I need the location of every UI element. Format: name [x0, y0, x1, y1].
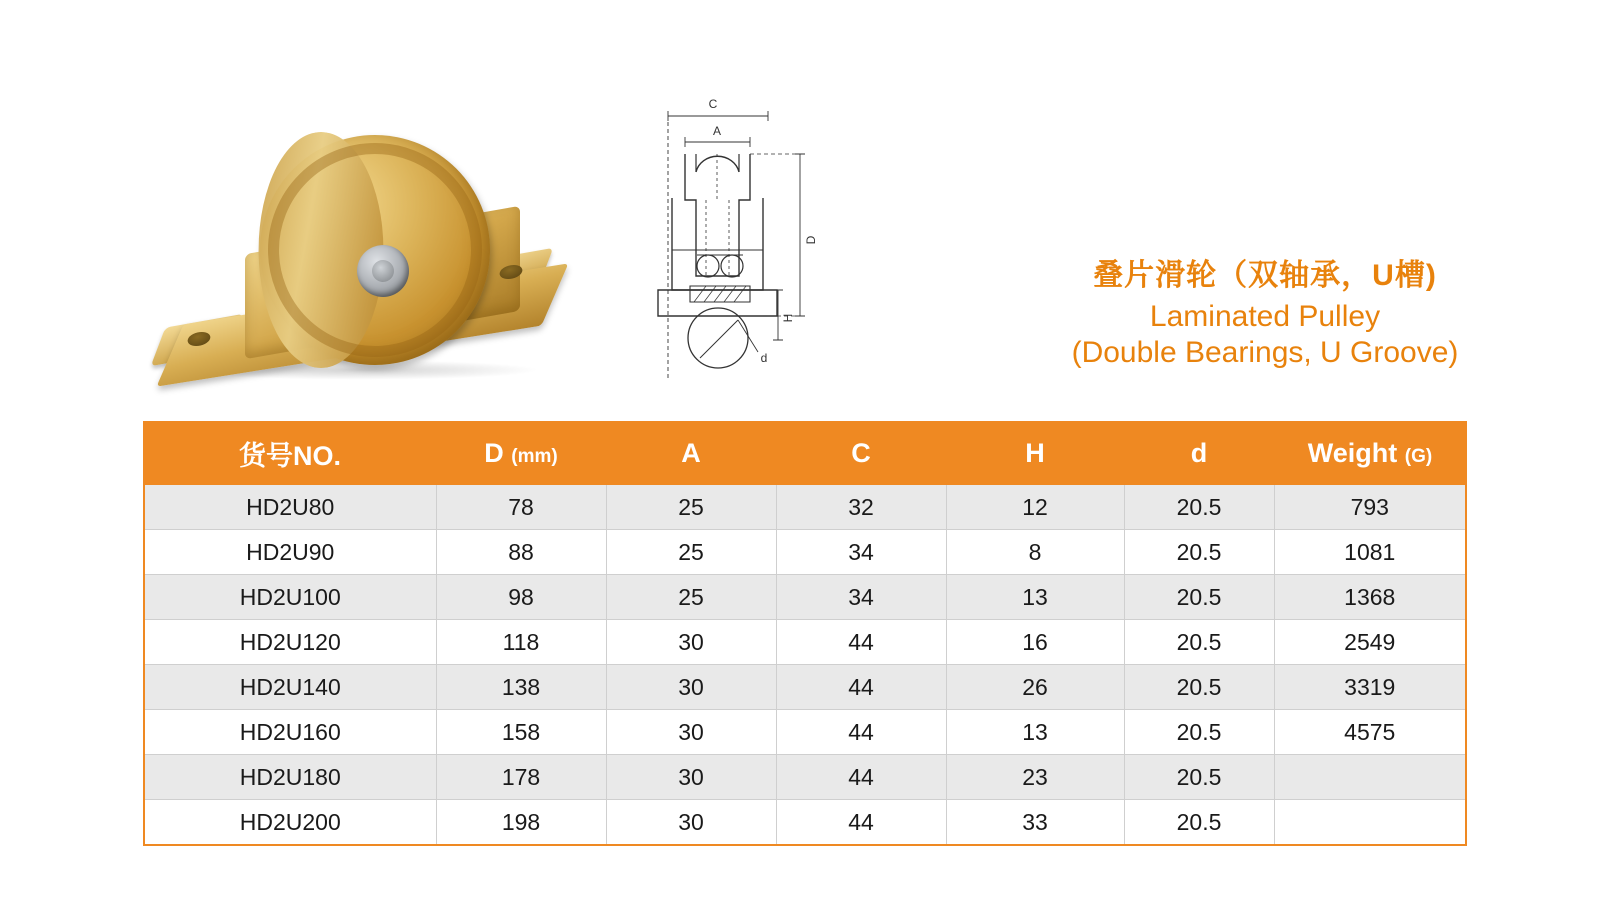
cell-h: 23	[946, 755, 1124, 800]
product-title-chinese: 叠片滑轮（双轴承，U槽)	[1093, 259, 1437, 292]
cell-c: 34	[776, 530, 946, 575]
cell-weight: 2549	[1274, 620, 1466, 665]
cell-no: HD2U160	[144, 710, 436, 755]
cell-c: 44	[776, 620, 946, 665]
cell-weight	[1274, 800, 1466, 846]
cell-weight	[1274, 755, 1466, 800]
cell-c: 32	[776, 484, 946, 530]
technical-drawing	[650, 90, 870, 390]
cell-c: 44	[776, 710, 946, 755]
specification-table	[143, 421, 1467, 846]
cell-d: 78	[436, 484, 606, 530]
cell-no: HD2U120	[144, 620, 436, 665]
cell-no: HD2U80	[144, 484, 436, 530]
cell-d: 88	[436, 530, 606, 575]
drawing-label-d-major: D	[804, 235, 818, 245]
cell-a: 30	[606, 800, 776, 846]
drawing-label-c: C	[708, 97, 718, 111]
cell-c: 44	[776, 755, 946, 800]
cell-h: 13	[946, 575, 1124, 620]
cell-no: HD2U200	[144, 800, 436, 846]
cell-c: 34	[776, 575, 946, 620]
table-row	[144, 620, 1466, 665]
cell-c: 44	[776, 800, 946, 846]
column-header-no-label: 货号NO.	[238, 440, 341, 471]
column-header-c-label: C	[851, 437, 871, 468]
cell-a: 25	[606, 575, 776, 620]
cell-no: HD2U100	[144, 575, 436, 620]
cell-weight: 3319	[1274, 665, 1466, 710]
column-header-d-unit: (mm)	[511, 445, 558, 467]
product-title-english-line2: (Double Bearings, U Groove)	[1071, 336, 1459, 369]
cell-no: HD2U90	[144, 530, 436, 575]
cell-h: 8	[946, 530, 1124, 575]
cell-a: 25	[606, 484, 776, 530]
cell-d-small: 20.5	[1124, 755, 1274, 800]
table-row	[144, 755, 1466, 800]
cell-d: 138	[436, 665, 606, 710]
cell-d-small: 20.5	[1124, 575, 1274, 620]
technical-drawing-svg	[650, 90, 870, 390]
cell-weight: 793	[1274, 484, 1466, 530]
cell-d: 98	[436, 575, 606, 620]
column-header-a-label: A	[681, 437, 701, 468]
drawing-label-h: H	[781, 313, 795, 323]
cell-a: 30	[606, 665, 776, 710]
column-header-h-label: H	[1025, 437, 1045, 468]
cell-a: 30	[606, 710, 776, 755]
cell-d: 178	[436, 755, 606, 800]
column-header-h	[946, 422, 1124, 484]
product-photo	[150, 60, 580, 390]
cell-weight: 4575	[1274, 710, 1466, 755]
table-header-row	[144, 422, 1466, 484]
cell-d-small: 20.5	[1124, 710, 1274, 755]
cell-weight: 1368	[1274, 575, 1466, 620]
column-header-no	[144, 422, 436, 484]
drawing-label-a: A	[712, 124, 722, 138]
cell-d: 198	[436, 800, 606, 846]
cell-no: HD2U140	[144, 665, 436, 710]
cell-d-small: 20.5	[1124, 665, 1274, 710]
cell-h: 26	[946, 665, 1124, 710]
column-header-a	[606, 422, 776, 484]
cell-h: 12	[946, 484, 1124, 530]
pulley-axle	[372, 260, 394, 282]
cell-d: 118	[436, 620, 606, 665]
column-header-d-small-label: d	[1190, 437, 1208, 468]
cell-h: 16	[946, 620, 1124, 665]
cell-d-small: 20.5	[1124, 800, 1274, 846]
cell-d-small: 20.5	[1124, 484, 1274, 530]
table-row	[144, 484, 1466, 530]
column-header-d	[436, 422, 606, 484]
table-body	[144, 484, 1466, 845]
cell-h: 13	[946, 710, 1124, 755]
column-header-weight-label: Weight	[1307, 437, 1398, 468]
table-row	[144, 665, 1466, 710]
cell-d: 158	[436, 710, 606, 755]
cell-a: 25	[606, 530, 776, 575]
cell-d-small: 20.5	[1124, 530, 1274, 575]
cell-no: HD2U180	[144, 755, 436, 800]
cell-a: 30	[606, 620, 776, 665]
table-row	[144, 710, 1466, 755]
table-row	[144, 530, 1466, 575]
column-header-d-label: D	[484, 437, 504, 468]
column-header-d-small	[1124, 422, 1274, 484]
cell-c: 44	[776, 665, 946, 710]
column-header-c	[776, 422, 946, 484]
cell-a: 30	[606, 755, 776, 800]
table-row	[144, 800, 1466, 846]
table-row	[144, 575, 1466, 620]
column-header-weight	[1274, 422, 1466, 484]
column-header-weight-unit: (G)	[1404, 445, 1433, 467]
title-block	[1030, 250, 1500, 370]
product-title-english-line1: Laminated Pulley	[1149, 300, 1381, 333]
cell-d-small: 20.5	[1124, 620, 1274, 665]
drawing-label-d-minor: d	[760, 351, 768, 365]
cell-weight: 1081	[1274, 530, 1466, 575]
table-header	[144, 422, 1466, 484]
cell-h: 33	[946, 800, 1124, 846]
